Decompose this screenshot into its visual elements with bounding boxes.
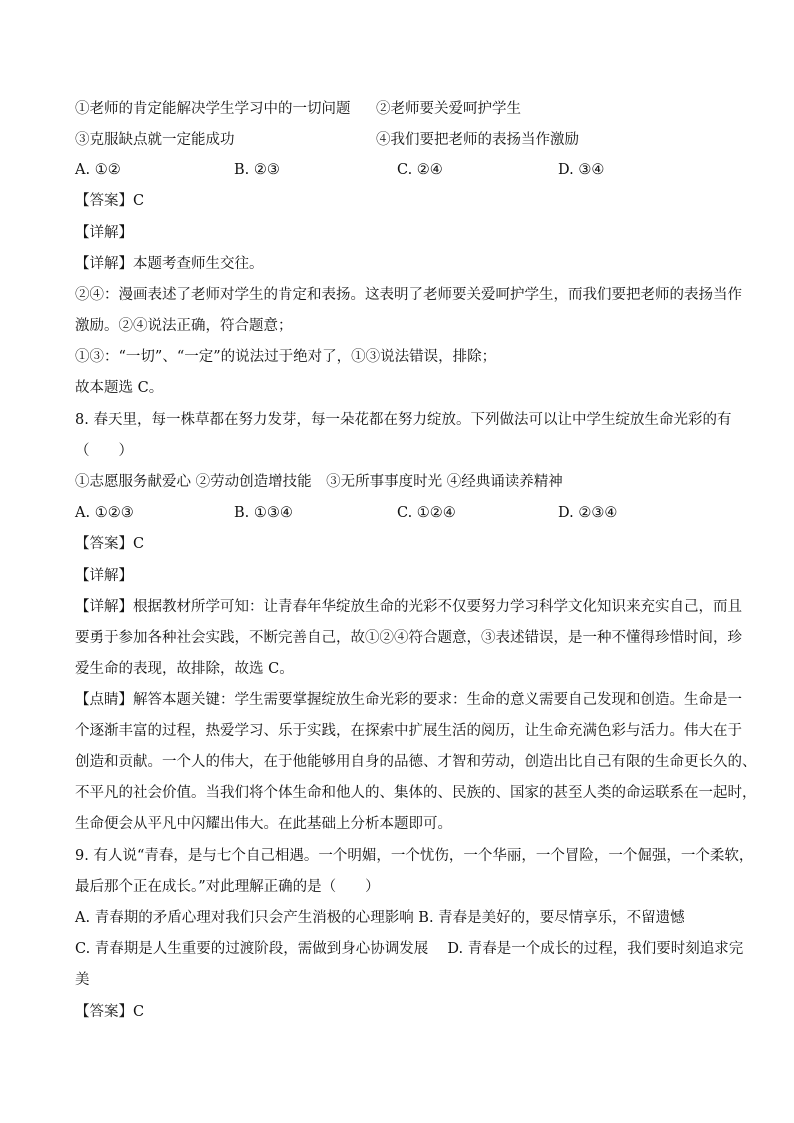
q7-analysis-line-4: 故本题选 C。 [75,380,164,396]
q9-answer-tag: 【答案】 [75,1004,133,1020]
q7-detail-tag: 【详解】 [75,225,133,241]
q7-answer-tag: 【答案】 [75,193,133,209]
q8-tips-line-1: 【点睛】解答本题关键：学生需要掌握绽放生命光彩的要求：生命的意义需要自己发现和创造。生命是一 [75,692,742,708]
q8-stem-line-1: 8. 春天里，每一株草都在努力发芽，每一朵花都在努力绽放。下列做法可以让中学生绽放生命光彩的有 [75,412,732,428]
q7-option-a: A. ①② [75,162,121,178]
q7-option-b: B. ②③ [234,162,280,178]
q9-stem-line-2: 最后那个正在成长。”对此理解正确的是（ ） [75,879,380,895]
q8-detail-tag: 【详解】 [75,568,133,584]
q7-answer-line [75,191,144,211]
q8-option-b: B. ①③④ [234,505,293,521]
q8-option-d: D. ②③④ [558,505,618,521]
q8-answer-line [75,534,144,554]
q8-statements: ①志愿服务献爱心 ②劳动创造增技能 ③无所事事度时光 ④经典诵读养精神 [75,474,563,490]
q8-analysis-line-3: 爱生命的表现，故排除，故选 C。 [75,661,294,677]
q8-tips-line-5: 生命便会从平凡中闪耀出伟大。在此基础上分析本题即可。 [75,816,452,832]
q7-statement-2: ②老师要关爱呵护学生 [376,101,521,117]
q8-stem-line-2: （ ） [75,443,133,459]
q8-answer-value: C [133,536,145,552]
q7-detail-heading: 【详解】本题考查师生交往。 [75,256,264,272]
q8-option-a: A. ①②③ [75,505,134,521]
q8-analysis-line-1: 【详解】根据教材所学可知：让青春年华绽放生命的光彩不仅要努力学习科学文化知识来充实自己，而且 [75,599,742,615]
q7-option-c: C. ②④ [397,162,443,178]
q9-stem-line-1: 9. 有人说“青春，是与七个自己相遇。一个明媚，一个忧伤，一个华丽，一个冒险，一个倔强，一个柔软， [75,848,754,864]
q7-answer-value: C [133,193,145,209]
q8-tips-line-4: 不平凡的社会价值。当我们将个体生命和他人的、集体的、民族的、国家的甚至人类的命运联系在一起时， [75,785,757,801]
q8-tips-line-2: 个逐渐丰富的过程，热爱学习、乐于实践，在探索中扩展生活的阅历，让生命充满色彩与活力。伟大在于 [75,723,742,739]
q8-answer-tag: 【答案】 [75,536,133,552]
q7-option-d: D. ③④ [558,162,605,178]
q8-tips-line-3: 创造和贡献。一个人的伟大，在于他能够用自身的品德、才智和劳动，创造出比自己有限的生命更长久的、 [75,754,757,770]
q7-statement-1: ①老师的肯定能解决学生学习中的一切问题 [75,101,351,117]
q9-options-line-1: A. 青春期的矛盾心理对我们只会产生消极的心理影响 B. 青春是美好的，要尽情享乐，不留遗憾 [75,910,685,926]
q7-statement-3: ③克服缺点就一定能成功 [75,132,235,148]
q7-analysis-line-3: ①③：“一切”、“一定”的说法过于绝对了，①③说法错误，排除； [75,349,497,365]
q9-options-line-2: C. 青春期是人生重要的过渡阶段，需做到身心协调发展 D. 青春是一个成长的过程，我们要时刻追求完 [75,941,744,957]
q7-statement-4: ④我们要把老师的表扬当作激励 [376,132,579,148]
q8-analysis-line-2: 要勇于参加各种社会实践，不断完善自己，故①②④符合题意，③表述错误，是一种不懂得珍惜时间，珍 [75,630,742,646]
q9-answer-value: C [133,1004,145,1020]
q7-analysis-line-1: ②④：漫画表述了老师对学生的肯定和表扬。这表明了老师要关爱呵护学生，而我们要把老师的表扬当作 [75,287,742,303]
q9-answer-line [75,1002,144,1022]
q7-analysis-line-2: 激励。②④说法正确，符合题意； [75,318,293,334]
q8-option-c: C. ①②④ [397,505,456,521]
q9-options-line-3: 美 [75,972,90,988]
